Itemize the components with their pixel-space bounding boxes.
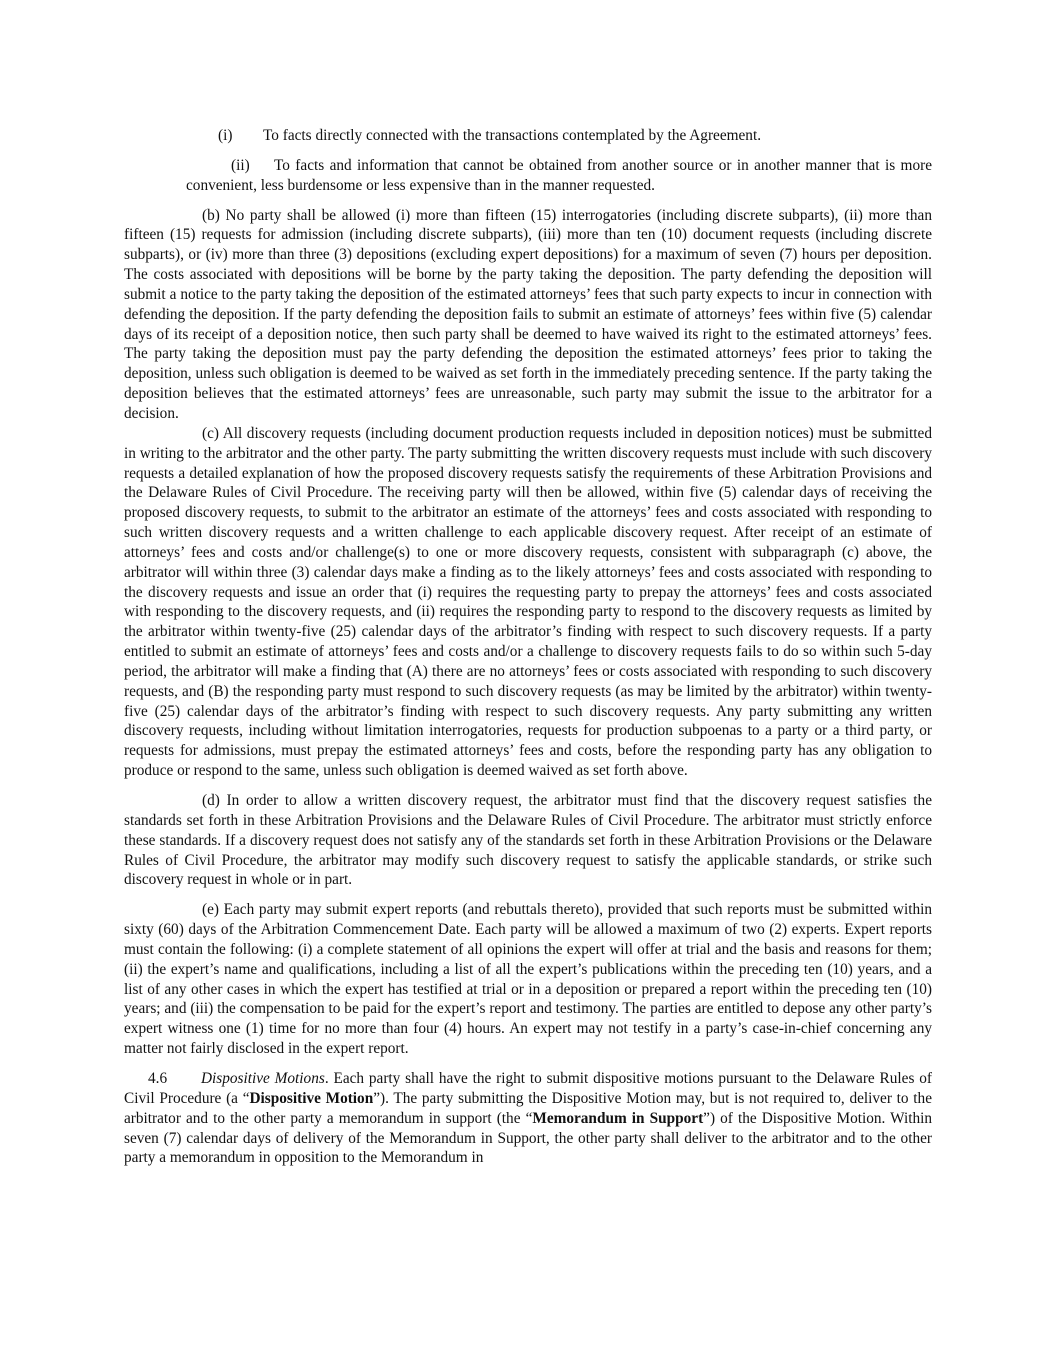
paragraph-d: (d) In order to allow a written discovery request, the arbitrator must find that the discovery request satisfies the standards set forth in these Arbitration Provisions and the Delaware Rules of Civil Procedure. The arbitrator must strictly enforce these standards. If a discovery request does not satisfy any of the standards set forth in these Arbitration Provisions or the Delaware Rules of Civil Procedure, the arbitrator may modify such discovery request to satisfy the applicable standards, or strike such discovery request in whole or in part. xyxy=(124,792,932,889)
defined-term-memorandum-in-support: Memorandum in Support xyxy=(532,1109,704,1127)
list-item-number: (ii) xyxy=(231,156,250,174)
list-item-number: (i) xyxy=(218,127,233,144)
section-text: . Each party shall have the right to submit dispositive motions pursuant to the Delaware Rules of Civil Procedure (a “ xyxy=(124,1069,932,1107)
section-4-6 xyxy=(124,1069,932,1168)
list-item-ii xyxy=(124,156,932,196)
paragraph-e: (e) Each party may submit expert reports (and rebuttals thereto), provided that such reports must be submitted within sixty (60) days of the Arbitration Commencement Date. Each party will be allowed a maximum of two (2) experts. Expert reports must contain the following: (i) a complete statement of all opinions the expert will offer at trial and the basis and reasons for them; (ii) the expert’s name and qualifications, including a list of all the expert’s publications within the preceding ten (10) years, and a list of any other cases in which the expert has testified at trial or in a deposition or prepared a report within the preceding ten (10) years; and (iii) the compensation to be paid for the expert’s report and testimony. The parties are entitled to depose any other party’s expert witness one (1) time for no more than four (4) hours. An expert may not testify in a party’s case-in-chief concerning any matter not fairly disclosed in the expert report. xyxy=(124,901,932,1058)
paragraph-c: (c) All discovery requests (including document production requests included in deposition notices) must be submitted in writing to the arbitrator and the other party. The party submitting the written discovery requests must include with such discovery requests a detailed explanation of how the proposed discovery requests satisfy the requirements of these Arbitration Provisions and the Delaware Rules of Civil Procedure. The receiving party will then be allowed, within five (5) calendar days of receiving the proposed discovery requests, to submit to the arbitrator an estimate of the attorneys’ fees and costs associated with responding to such written discovery requests and a written challenge to each applicable discovery request. After receipt of an estimate of attorneys’ fees and costs and/or challenge(s) to one or more discovery requests, consistent with subparagraph (c) above, the arbitrator will within three (3) calendar days make a finding as to the likely attorneys’ fees and costs associated with responding to the discovery requests and issue an order that (i) requires the requesting party to prepay the attorneys’ fees and costs associated with responding to the discovery requests, and (ii) requires the responding party to respond to the discovery requests as limited by the arbitrator within twenty-five (25) calendar days of the arbitrator’s finding with respect to such discovery requests. If a party entitled to submit an estimate of attorneys’ fees and costs and/or a challenge to discovery requests fails to do so within such 5-day period, the arbitrator will make a finding that (A) there are no attorneys’ fees or costs associated with responding to such discovery requests, and (B) the responding party must respond to such discovery requests (as may be limited by the arbitrator) within twenty-five (25) calendar days of the arbitrator’s finding with respect to such discovery requests. Any party submitting any written discovery requests, including without limitation interrogatories, requests for production subpoenas to a party or a third party, or requests for admissions, must prepay the estimated attorneys’ fees and costs, before the responding party has any obligation to produce or respond to the same, unless such obligation is deemed waived as set forth above. xyxy=(124,424,933,780)
section-text: ”) of the Dispositive Motion. Within seven (7) calendar days of delivery of the Memorandum in Support, the other party shall deliver to the arbitrator and to the other party a memorandum in opposition to the Memorandum in xyxy=(124,1109,933,1167)
list-item-text: To facts and information that cannot be obtained from another source or in another manner that is more convenient, less burdensome or less expensive than in the manner requested. xyxy=(186,156,932,194)
section-title: Dispositive Motions xyxy=(201,1069,325,1087)
document-page xyxy=(124,122,932,1168)
paragraph-b: (b) No party shall be allowed (i) more than fifteen (15) interrogatories (including discrete subparts), (ii) more than fifteen (15) requests for admission (including discrete subparts), (iii) more than ten (10) document requests (including discrete subparts), or (iv) more than three (3) depositions (excluding expert depositions) for a maximum of seven (7) hours per deposition. The costs associated with depositions will be borne by the party taking the deposition. The party defending the deposition will submit a notice to the party taking the deposition of the estimated attorneys’ fees that such party expects to incur in connection with defending the deposition. If the party defending the deposition fails to submit an estimate of attorneys’ fees within five (5) calendar days of its receipt of a deposition notice, then such party shall be deemed to have waived its right to the estimated attorneys’ fees. The party taking the deposition must pay the party defending the deposition the estimated attorneys’ fees prior to taking the deposition, unless such obligation is deemed to be waived as set forth in the immediately preceding sentence. If the party taking the deposition believes that the estimated attorneys’ fees are unreasonable, such party may submit the issue to the arbitrator for a decision. xyxy=(124,206,932,422)
defined-term-dispositive-motion: Dispositive Motion xyxy=(249,1089,374,1107)
section-number: 4.6 xyxy=(148,1069,168,1087)
list-item-i xyxy=(124,126,932,146)
list-item-text: To facts directly connected with the transactions contemplated by the Agreement. xyxy=(263,127,762,144)
section-text: ”). The party submitting the Dispositive Motion may, but is not required to, deliver to the arbitrator and to the other party a memorandum in support (the “ xyxy=(124,1089,932,1127)
